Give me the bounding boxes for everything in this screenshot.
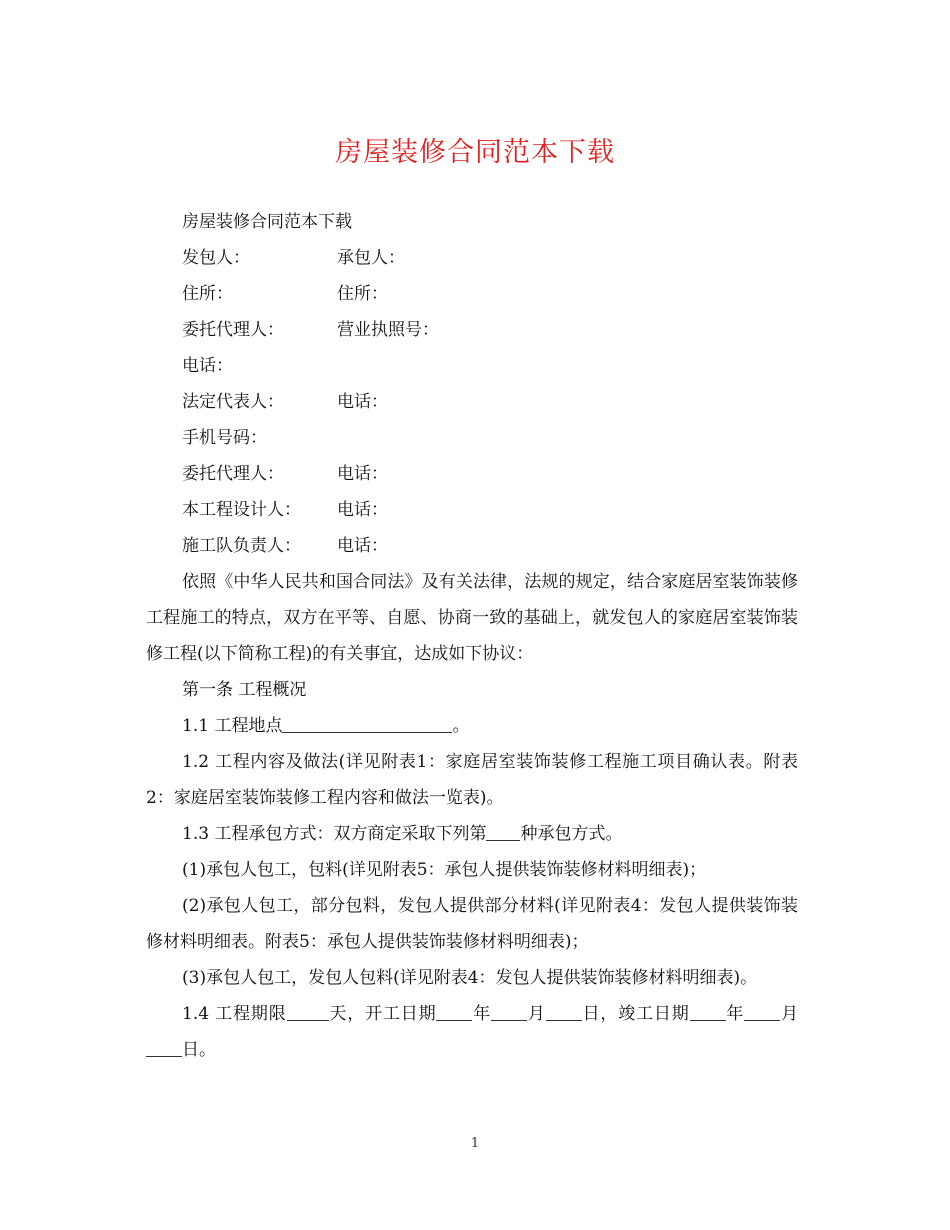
item-1-4-text: 天，开工日期 (328, 1004, 437, 1024)
blank-field (146, 1040, 182, 1057)
party-right-label: 电话： (337, 392, 388, 412)
item-1-4-text: 日，竣工日期 (581, 1004, 690, 1024)
party-row (146, 456, 798, 492)
item-1-4-text: 年 (725, 1004, 745, 1024)
party-right-label: 承包人： (337, 248, 405, 268)
party-row (146, 492, 798, 528)
item-1-4-text: 月 (780, 1004, 799, 1024)
party-left-label: 本工程设计人： (182, 500, 301, 520)
intro-paragraph: 依照《中华人民共和国合同法》及有关法律，法规的规定，结合家庭居室装饰装修工程施工的特点，双方在平等、自愿、协商一致的基础上，就发包人的家庭居室装饰装修工程(以下简称工程)的有关事宜，达成如下协议： (146, 572, 798, 664)
item-1-2: 1.2 工程内容及做法(详见附表1：家庭居室装饰装修工程施工项目确认表。附表2：家庭居室装饰装修工程内容和做法一览表)。 (146, 752, 798, 808)
blank-field (287, 1004, 329, 1021)
option-1: (1)承包人包工，包料(详见附表5：承包人提供装饰装修材料明细表)； (182, 860, 707, 880)
item-1-3-label: 1.3 工程承包方式：双方商定采取下列第 (182, 824, 487, 844)
party-row (146, 384, 798, 420)
item-1-1 (146, 708, 798, 744)
party-row (146, 240, 798, 276)
party-left-label: 手机号码： (182, 428, 267, 448)
party-info-list (146, 240, 798, 564)
party-row (146, 276, 798, 312)
blank-field (486, 824, 520, 841)
party-right-label: 电话： (337, 464, 388, 484)
item-1-3 (146, 816, 798, 852)
party-right-label: 电话： (337, 536, 388, 556)
item-1-4 (146, 996, 798, 1068)
party-left-label: 施工队负责人： (182, 536, 301, 556)
party-left-label: 委托代理人： (182, 320, 284, 340)
blank-field (491, 1004, 527, 1021)
document-subtitle: 房屋装修合同范本下载 (182, 212, 352, 232)
page-number: 1 (470, 1136, 480, 1151)
blank-field (282, 716, 452, 733)
blank-field (744, 1004, 780, 1021)
option-2: (2)承包人包工，部分包料，发包人提供部分材料(详见附表4：发包人提供装饰装修材料明细表。附表5：承包人提供装饰装修材料明细表)； (146, 896, 798, 952)
party-left-label: 法定代表人： (182, 392, 284, 412)
document-title: 房屋装修合同范本下载 (335, 137, 615, 168)
item-1-4-text: 1.4 工程期限 (182, 1004, 287, 1024)
item-1-4-text: 月 (527, 1004, 546, 1024)
party-left-label: 电话： (182, 356, 233, 376)
blank-field (690, 1004, 726, 1021)
party-row (146, 420, 798, 456)
party-row (146, 348, 798, 384)
item-1-3-suffix: 种承包方式。 (520, 824, 623, 844)
item-1-4-text: 年 (472, 1004, 492, 1024)
item-1-1-label: 1.1 工程地点 (182, 716, 283, 736)
party-left-label: 委托代理人： (182, 464, 284, 484)
blank-field (546, 1004, 582, 1021)
article-1-heading: 第一条 工程概况 (182, 680, 307, 700)
document-body (146, 204, 798, 1068)
party-right-label: 电话： (337, 500, 388, 520)
party-row (146, 312, 798, 348)
party-row (146, 528, 798, 564)
party-right-label: 营业执照号： (337, 320, 439, 340)
item-1-1-suffix: 。 (452, 716, 470, 736)
party-right-label: 住所： (337, 284, 388, 304)
option-3: (3)承包人包工，发包人包料(详见附表4：发包人提供装饰装修材料明细表)。 (182, 968, 758, 988)
item-1-4-text: 日。 (182, 1040, 216, 1060)
party-left-label: 住所： (182, 284, 233, 304)
party-left-label: 发包人： (182, 248, 250, 268)
blank-field (436, 1004, 472, 1021)
